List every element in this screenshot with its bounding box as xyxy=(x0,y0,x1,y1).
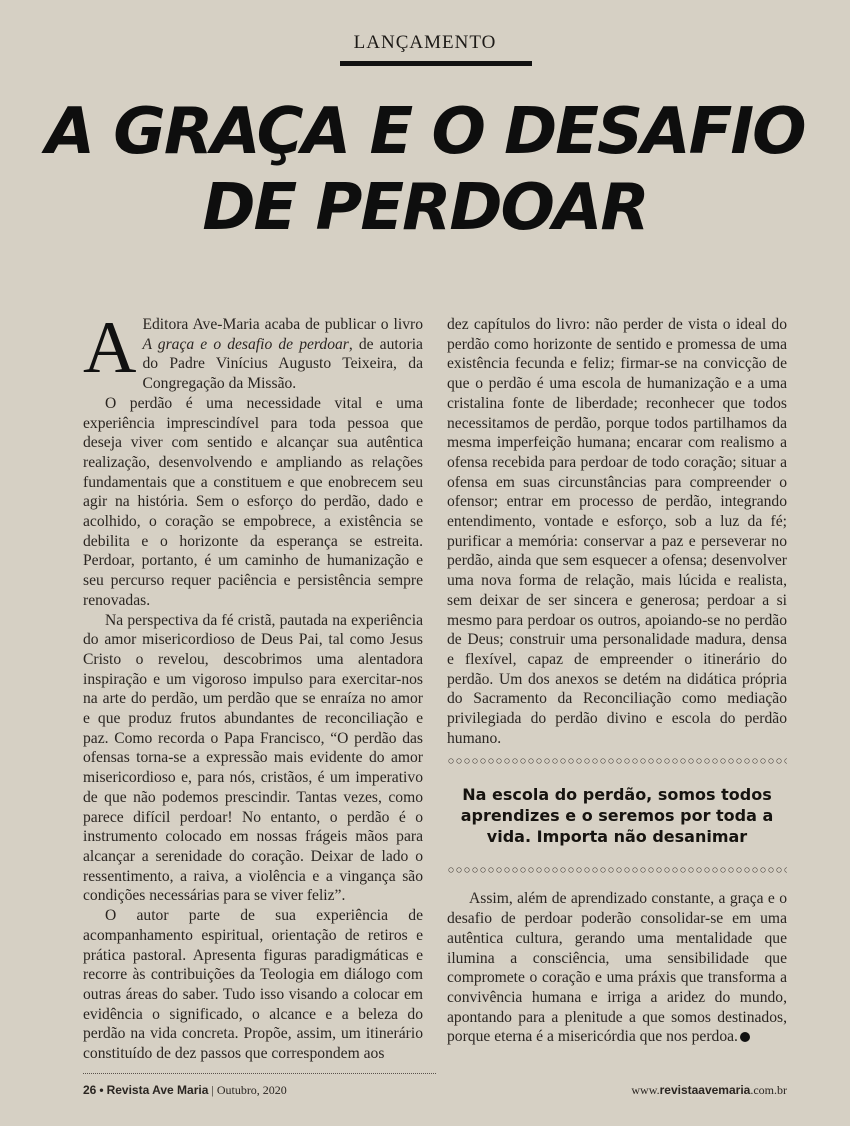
headline-line-2: DE PERDOAR xyxy=(202,171,648,245)
drop-cap: A xyxy=(83,307,137,389)
pullquote-divider-bottom xyxy=(447,865,787,875)
paragraph-intro xyxy=(83,307,423,394)
end-mark-icon xyxy=(740,1032,750,1042)
folio-bullet: • xyxy=(99,1083,104,1097)
intro-text-b: , de autoria do Padre Vinícius Augusto Teixeira, da Congregação da Missão. xyxy=(142,335,423,393)
intro-text-a: Editora Ave-Maria acaba de publicar o livro xyxy=(142,316,423,333)
article-column-right xyxy=(447,315,787,1047)
footer-folio xyxy=(83,1083,287,1098)
section-underline xyxy=(340,61,532,66)
magazine-name: Revista Ave Maria xyxy=(106,1083,209,1097)
paragraph-6 xyxy=(447,889,787,1047)
closing-text: Assim, além de aprendizado constante, a graça e o desafio de perdoar poderão consolidar-se em uma autêntica cultura, gerando uma mentalidade que ilumina a consciência, uma sensibilidade que compromete o coração e uma práxis que transforma a convivência humana e irriga a aridez do mundo, apontando para a plenitude a que somos destinados, porque eterna é a misericórdia que nos perdoa. xyxy=(447,890,787,1046)
pullquote-divider-top xyxy=(447,756,787,766)
article-column-left xyxy=(83,307,423,1064)
paragraph-5: dez capítulos do livro: não perder de vista o ideal do perdão como horizonte de sentido e promessa de uma existência fecunda e feliz; firmar-se na convicção de que o perdão é uma escola de humanização e a uma cristalina fonte de liberdade; reconhecer que todos necessitamos de perdão, porque todos partilhamos da mesma imperfeição humana; encarar com realismo a ofensa recebida para perdoar de todo coração; situar a ofensa em suas circunstâncias para compreender o ofensor; entrar em processo de perdão, integrando entendimento, vontade e esforço, sob a luz da fé; purificar a memória: conservar a paz e perseverar no perdão, ainda que sem esquecer a ofensa; desenvolver uma nova forma de relação, mais lúcida e realista, sem deixar de ser sincera e generosa; perdoar a si mesmo para perdoar os outros, apoiando-se no perdão de Deus; construir uma personalidade madura, densa e flexível, capaz de empreender o itinerário do perdão. Um dos anexos se detém na didática própria do Sacramento da Reconciliação como mediação privilegiada do perdão divino e escola do perdão humano. xyxy=(447,316,787,747)
section-label: LANÇAMENTO xyxy=(353,32,497,53)
footer-url[interactable] xyxy=(631,1083,787,1098)
paragraph-2: O perdão é uma necessidade vital e uma experiência imprescindível para toda pessoa que deseja viver com sentido e alcançar sua autêntica realização, desenvolvendo e ampliando as relações fundamentais que a constituem e que enobrecem seu agir na história. Sem o esforço do perdão, dado e acolhido, o coração se empobrece, a existência se debilita e o horizonte da esperança se estreita. Perdoar, portanto, é um caminho de humanização e seu percurso requer paciência e persistência sempre renovadas. xyxy=(83,394,423,609)
article-headline xyxy=(0,94,850,246)
paragraph-3: Na perspectiva da fé cristã, pautada na experiência do amor misericordioso de Deus Pai, tal como Jesus Cristo o revelou, descobrimos uma alentadora inspiração e um vigoroso impulso para exercitar-nos na arte do perdão, um perdão que se enraíza no amor e que produz frutos abundantes de reconciliação e paz. Como recorda o Papa Francisco, “O perdão das ofensas torna-se a expressão mais evidente do amor misericordioso e, para nós, cristãos, é um imperativo de que não podemos prescindir. Tantas vezes, como parece difícil perdoar! No entanto, o perdão é o instrumento colocado em nossas frágeis mãos para alcançar a serenidade do coração. Deixar de lado o ressentimento, a raiva, a violência e a vingança são condições necessárias para se viver feliz”. xyxy=(83,611,423,905)
issue-date: Outubro, 2020 xyxy=(216,1083,287,1097)
url-suffix: .com.br xyxy=(750,1083,787,1097)
folio-separator: | xyxy=(211,1083,214,1097)
paragraph-4: O autor parte de sua experiência de acompanhamento espiritual, orientação de retiros e prática pastoral. Apresenta figuras paradigmáticas e recorre às contribuições da Teologia em diálogo com outras áreas do saber. Tudo isso visando a colocar em evidência o significado, o alcance e a beleza do perdão na vida concreta. Propõe, assim, um itinerário constituído de dez passos que correspondem aos xyxy=(83,907,423,1063)
url-brand: revistaavemaria xyxy=(659,1083,751,1097)
footer-rule xyxy=(83,1073,436,1075)
url-prefix: www. xyxy=(631,1083,660,1097)
page-number: 26 xyxy=(83,1083,97,1097)
headline-line-1: A GRAÇA E O DESAFIO xyxy=(45,95,805,169)
book-title: A graça e o desafio de perdoar xyxy=(142,335,349,353)
pullquote: Na escola do perdão, somos todos aprendizes e o seremos por toda a vida. Importa não desanimar xyxy=(460,785,774,847)
